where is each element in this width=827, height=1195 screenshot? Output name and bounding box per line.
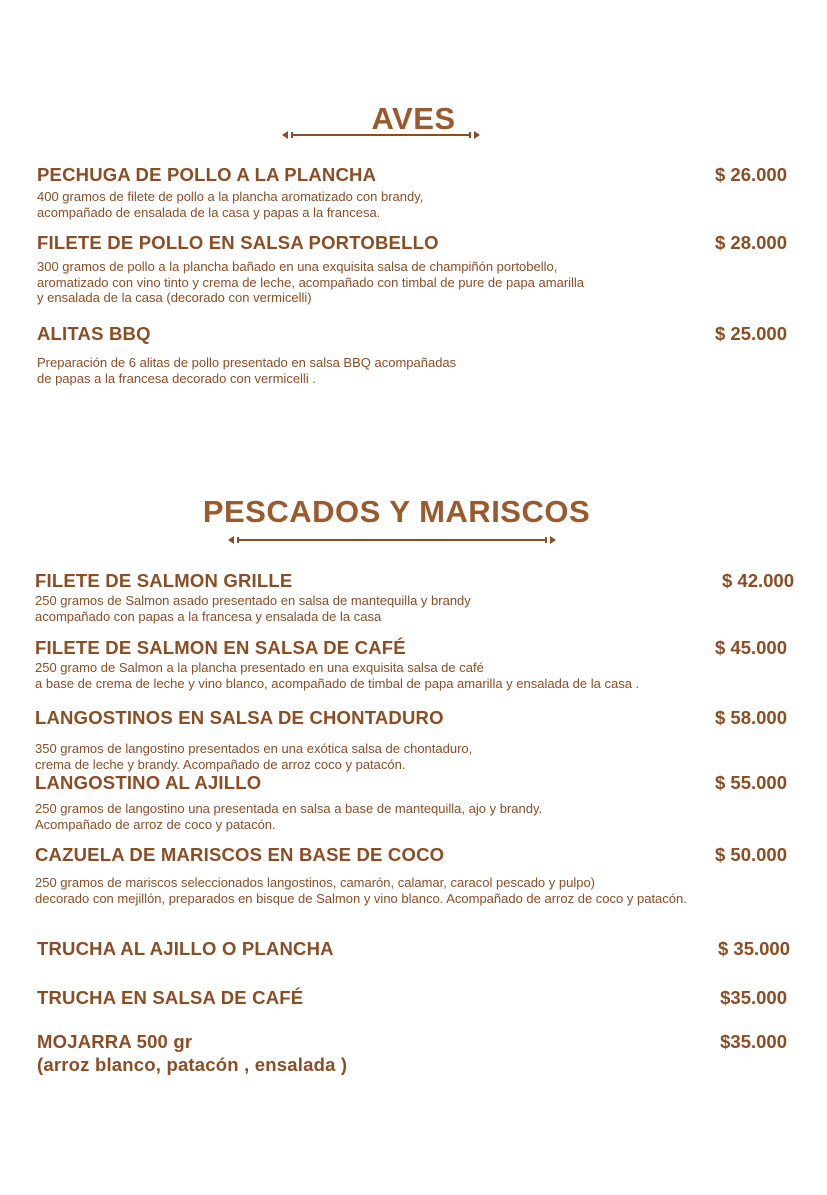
menu-item-description: Preparación de 6 alitas de pollo presentado en salsa BBQ acompañadas de papas a la francesa decorado con vermicelli . — [37, 355, 457, 386]
menu-item-name: TRUCHA AL AJILLO O PLANCHA — [37, 938, 334, 959]
title-divider-ornament — [282, 128, 480, 142]
menu-item-name: LANGOSTINOS EN SALSA DE CHONTADURO — [35, 707, 444, 728]
menu-item-description: 250 gramos de mariscos seleccionados langostinos, camarón, calamar, caracol pescado y pulpo) decorado con mejillón, preparados en bisque de Salmon y vino blanco. Acompañado de arroz de coco y patacón. — [35, 875, 687, 906]
menu-item-price: $35.000 — [720, 987, 787, 1008]
menu-item-name: LANGOSTINO AL AJILLO — [35, 772, 262, 793]
menu-item-name: FILETE DE SALMON GRILLE — [35, 570, 293, 591]
menu-item-price: $ 55.000 — [714, 772, 787, 793]
menu-item-name: ALITAS BBQ — [37, 323, 151, 344]
menu-item-description: 300 gramos de pollo a la plancha bañado en una exquisita salsa de champiñón portobello, aromatizado con vino tinto y crema de leche, acompañado con timbal de pure de papa amarilla y ensalada de la casa (decorado con vermicelli) — [37, 259, 585, 305]
menu-item-description: 250 gramos de Salmon asado presentado en salsa de mantequilla y brandy acompañado con papas a la francesa y ensalada de la casa — [35, 593, 471, 624]
menu-item-price: $ 35.000 — [717, 938, 790, 959]
title-divider-ornament — [228, 533, 556, 547]
menu-item-name: PECHUGA DE POLLO A LA PLANCHA — [37, 164, 377, 185]
menu-item-name: TRUCHA EN SALSA DE CAFÉ — [37, 987, 304, 1008]
menu-item-price: $ 50.000 — [714, 844, 787, 865]
menu-item-price: $ 26.000 — [714, 164, 787, 185]
menu-item-name: FILETE DE SALMON EN SALSA DE CAFÉ — [35, 637, 406, 658]
menu-item-description: 250 gramos de langostino una presentada en salsa a base de mantequilla, ajo y brandy. Acompañado de arroz de coco y patacón. — [35, 801, 543, 832]
menu-item-price: $ 45.000 — [714, 637, 787, 658]
menu-item-name: MOJARRA 500 gr (arroz blanco, patacón , ensalada ) — [37, 1031, 348, 1075]
menu-item-price: $35.000 — [720, 1031, 787, 1052]
menu-item-price: $ 58.000 — [714, 707, 787, 728]
menu-item-name: FILETE DE POLLO EN SALSA PORTOBELLO — [37, 232, 439, 253]
menu-item-description: 350 gramos de langostino presentados en una exótica salsa de chontaduro, crema de leche y brandy. Acompañado de arroz coco y patacón. — [35, 741, 473, 772]
menu-item-description: 400 gramos de filete de pollo a la plancha aromatizado con brandy, acompañado de ensalada de la casa y papas a la francesa. — [37, 189, 424, 220]
menu-item-name: CAZUELA DE MARISCOS EN BASE DE COCO — [35, 844, 445, 865]
section-title-pescados-y-mariscos: PESCADOS Y MARISCOS — [202, 494, 591, 529]
section-title-aves: AVES — [371, 101, 456, 136]
menu-item-price: $ 42.000 — [721, 570, 794, 591]
menu-item-description: 250 gramo de Salmon a la plancha presentado en una exquisita salsa de café a base de crema de leche y vino blanco, acompañado de timbal de papa amarilla y ensalada de la casa . — [35, 660, 640, 691]
menu-item-price: $ 28.000 — [714, 232, 787, 253]
menu-item-price: $ 25.000 — [714, 323, 787, 344]
